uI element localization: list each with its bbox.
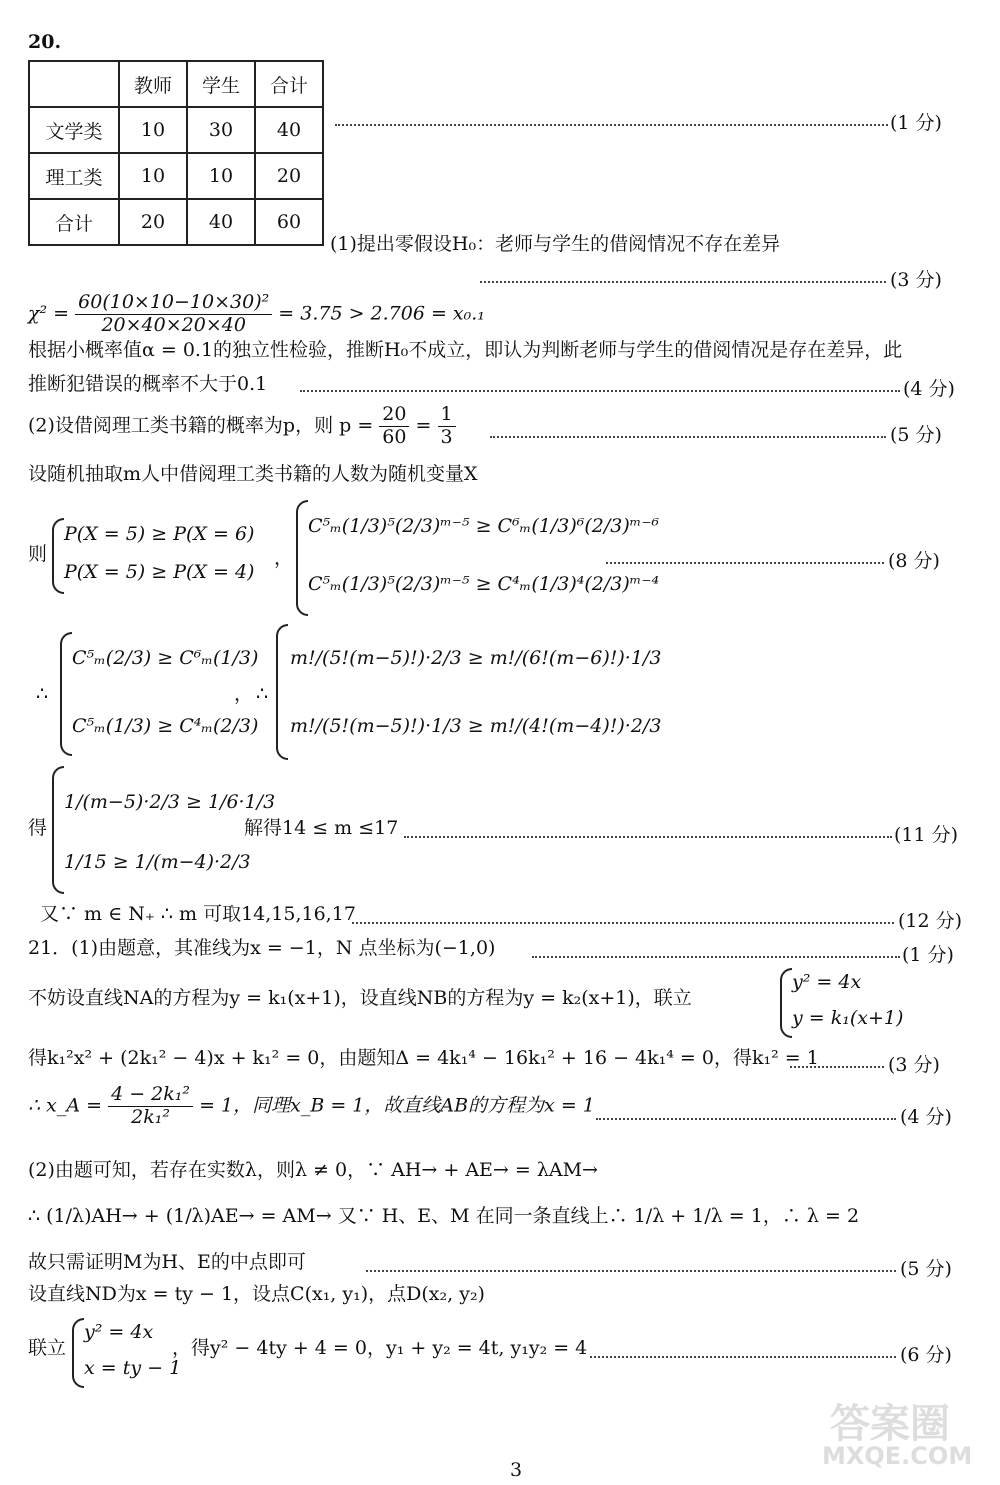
q21-line-6: ∴ (1/λ)AH→ + (1/λ)AE→ = AM→ 又∵ H、E、M 在同一条直线上∴ 1/λ + 1/λ = 1，∴ λ = 2 <box>28 1205 860 1227</box>
score-mark: (5 分) <box>890 424 942 446</box>
left-brace <box>296 500 308 616</box>
left-brace <box>60 632 72 756</box>
final-answer: 又∵ m ∈ N₊ ∴ m 可取14,15,16,17 <box>40 903 356 925</box>
dot-leader <box>590 1356 896 1358</box>
table-cell: 20 <box>255 153 323 199</box>
table-row <box>29 153 323 199</box>
q21-line-3: 得k₁²x² + (2k₁² − 4)x + k₁² = 0，由题知Δ = 4k₁⁴ − 16k₁² + 16 − 4k₁⁴ = 0，得k₁² = 1 <box>28 1047 819 1069</box>
xa-suffix: = 1，同理x_B = 1，故直线AB的方程为x = 1 <box>199 1094 595 1117</box>
xa-prefix: ∴ x_A = <box>28 1094 103 1117</box>
score-mark: (8 分) <box>888 550 940 572</box>
system2-line-a: C⁵ₘ(1/3)⁵(2/3)ᵐ⁻⁵ ≥ C⁶ₘ(1/3)⁶(2/3)ᵐ⁻⁶ <box>308 515 660 537</box>
table-cell: 10 <box>187 153 255 199</box>
dot-leader <box>532 956 900 958</box>
dot-leader <box>790 1066 884 1068</box>
left-brace <box>52 518 64 594</box>
table-cell: 30 <box>187 107 255 153</box>
system4-line-a: m!/(5!(m−5)!)·2/3 ≥ m!/(6!(m−6)!)·1/3 <box>290 647 662 669</box>
system5-line-a: 1/(m−5)·2/3 ≥ 1/6·1/3 <box>64 791 276 813</box>
therefore-symbol: ∴ <box>256 683 269 705</box>
part2-prefix: (2)设借阅理工类书籍的概率为p，则 p = <box>28 414 374 437</box>
dot-leader <box>335 124 888 126</box>
table-cell: 40 <box>255 107 323 153</box>
table-cell: 合计 <box>29 199 119 245</box>
system5-line-b: 1/15 ≥ 1/(m−4)·2/3 <box>64 851 251 873</box>
denominator: 2k₁² <box>131 1105 170 1128</box>
dot-leader <box>352 922 894 924</box>
numerator: 4 − 2k₁² <box>108 1084 193 1107</box>
dot-leader <box>404 836 892 838</box>
watermark-url: MXQE.COM <box>822 1442 973 1470</box>
part2-probability <box>28 404 456 449</box>
score-mark: (1 分) <box>902 944 954 966</box>
table-cell: 学生 <box>187 61 255 107</box>
null-hypothesis: (1)提出零假设H₀：老师与学生的借阅情况不存在差异 <box>330 233 781 255</box>
chi-fraction <box>75 292 272 337</box>
score-mark: (12 分) <box>898 910 963 932</box>
left-brace <box>276 624 288 760</box>
table-cell: 理工类 <box>29 153 119 199</box>
chi-right: = 3.75 > 2.706 = x₀.₁ <box>278 302 485 325</box>
lianli-label: 联立 <box>28 1337 67 1359</box>
chi-numerator: 60(10×10−10×30)² <box>75 292 272 315</box>
score-mark: (4 分) <box>900 1106 952 1128</box>
fraction-20-60 <box>379 404 409 449</box>
table-cell: 20 <box>119 199 187 245</box>
comma: ， <box>234 683 254 705</box>
question-number-20: 20. <box>28 31 62 53</box>
dot-leader <box>480 281 886 283</box>
systemB-line-a: y² = 4x <box>84 1321 154 1343</box>
table-cell: 合计 <box>255 61 323 107</box>
chi-left: χ² = <box>28 302 70 325</box>
get-label: 得 <box>28 817 48 839</box>
system3-line-a: C⁵ₘ(2/3) ≥ C⁶ₘ(1/3) <box>72 647 259 669</box>
solution-range: 解得14 ≤ m ≤17 <box>244 817 399 839</box>
system1-line-a: P(X = 5) ≥ P(X = 6) <box>64 523 255 545</box>
page-number: 3 <box>510 1459 523 1481</box>
left-brace <box>72 1318 84 1388</box>
fraction-1-3 <box>438 404 456 449</box>
equals: = <box>415 414 432 437</box>
numerator: 1 <box>438 404 456 427</box>
table-cell: 40 <box>187 199 255 245</box>
q21-line-7: 故只需证明M为H、E的中点即可 <box>28 1251 306 1273</box>
dot-leader <box>606 562 884 564</box>
numerator: 20 <box>379 404 409 427</box>
table-cell: 教师 <box>119 61 187 107</box>
chi-denominator: 20×40×20×40 <box>101 313 246 336</box>
denominator: 60 <box>382 425 407 448</box>
dot-leader <box>490 436 886 438</box>
chi-square-formula <box>28 292 485 337</box>
contingency-table <box>28 60 324 246</box>
systemB-line-b: x = ty − 1 <box>84 1357 182 1379</box>
denominator: 3 <box>440 425 453 448</box>
therefore-symbol: ∴ <box>36 683 49 705</box>
score-mark: (6 分) <box>900 1344 952 1366</box>
system2-line-b: C⁵ₘ(1/3)⁵(2/3)ᵐ⁻⁵ ≥ C⁴ₘ(1/3)⁴(2/3)ᵐ⁻⁴ <box>308 573 660 595</box>
systemA-line-b: y = k₁(x+1) <box>792 1007 904 1029</box>
comma: ， <box>274 547 294 569</box>
system4-line-b: m!/(5!(m−5)!)·1/3 ≥ m!/(4!(m−4)!)·2/3 <box>290 715 662 737</box>
q21-line-9: ，得y² − 4ty + 4 = 0，y₁ + y₂ = 4t, y₁y₂ = 4 <box>172 1337 588 1359</box>
score-mark: (1 分) <box>890 112 942 134</box>
dot-leader <box>366 1270 896 1272</box>
q21-line-8: 设直线ND为x = ty − 1，设点C(x₁, y₁)，点D(x₂, y₂) <box>28 1283 485 1305</box>
score-mark: (11 分) <box>894 824 959 846</box>
systemA-line-a: y² = 4x <box>792 971 862 993</box>
q21-line-2: 不妨设直线NA的方程为y = k₁(x+1)，设直线NB的方程为y = k₂(x+1)，联立 <box>28 987 692 1009</box>
system3-line-b: C⁵ₘ(1/3) ≥ C⁴ₘ(2/3) <box>72 715 259 737</box>
system1-line-b: P(X = 5) ≥ P(X = 4) <box>64 561 255 583</box>
table-header-row <box>29 61 323 107</box>
xa-formula <box>28 1084 595 1129</box>
q21-line-1: 21．(1)由题意，其准线为x = −1，N 点坐标为(−1,0) <box>28 937 496 959</box>
then-label: 则 <box>28 543 48 565</box>
table-cell: 10 <box>119 153 187 199</box>
dot-leader <box>300 390 900 392</box>
conclusion-line-1: 根据小概率值α = 0.1的独立性检验，推断H₀不成立，即认为判断老师与学生的借阅情况是存在差异，此 <box>28 339 903 361</box>
left-brace <box>52 766 64 894</box>
score-mark: (3 分) <box>888 1054 940 1076</box>
dot-leader <box>596 1118 896 1120</box>
table-cell: 文学类 <box>29 107 119 153</box>
score-mark: (3 分) <box>890 269 942 291</box>
random-variable-text: 设随机抽取m人中借阅理工类书籍的人数为随机变量X <box>28 463 478 485</box>
conclusion-line-2: 推断犯错误的概率不大于0.1 <box>28 373 268 395</box>
table-row <box>29 199 323 245</box>
left-brace <box>780 968 792 1038</box>
table-cell: 60 <box>255 199 323 245</box>
table-cell: 10 <box>119 107 187 153</box>
table-row <box>29 107 323 153</box>
xa-fraction <box>108 1084 193 1129</box>
table-cell <box>29 61 119 107</box>
score-mark: (4 分) <box>903 378 955 400</box>
score-mark: (5 分) <box>900 1258 952 1280</box>
watermark-logo: 答案圈 <box>830 1401 950 1447</box>
q21-line-5: (2)由题可知，若存在实数λ，则λ ≠ 0，∵ AH→ + AE→ = λAM→ <box>28 1159 598 1181</box>
